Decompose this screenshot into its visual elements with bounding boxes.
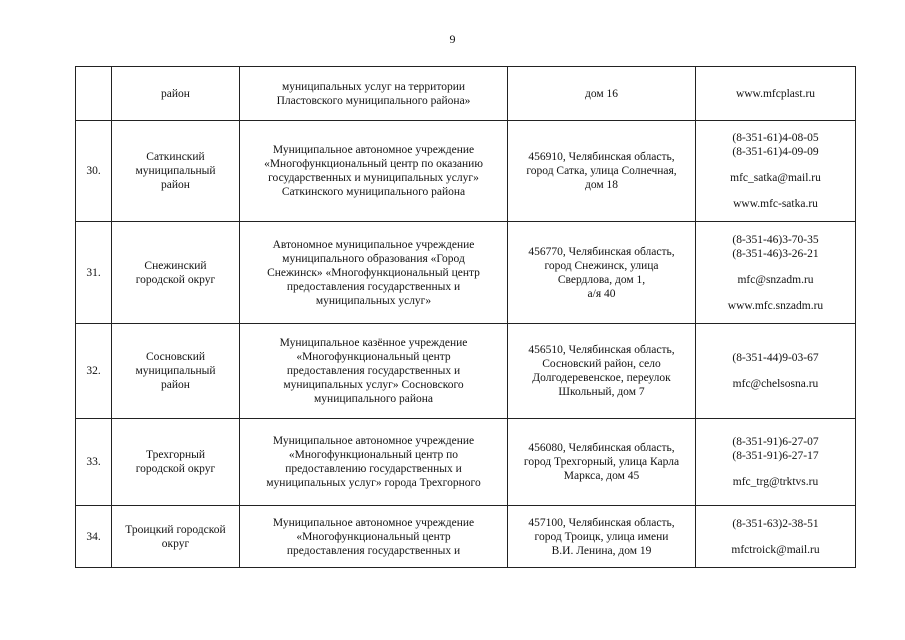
contacts-cell (696, 67, 856, 121)
organization-line: Автономное муниципальное учреждение (272, 238, 475, 251)
email-address: mfc_satka@mail.ru (730, 172, 821, 184)
address-line: Сосновский район, село (542, 358, 661, 370)
email-address: mfc_trg@trktvs.ru (732, 476, 819, 488)
contacts-cell (696, 419, 856, 506)
organization-cell (240, 324, 508, 419)
address-line: дом 18 (584, 179, 619, 191)
row-number-cell (76, 419, 112, 506)
row-number: 32. (86, 365, 101, 377)
district-line: район (161, 87, 190, 100)
organization-line: «Многофункциональный центр (296, 351, 451, 363)
organization-line: Снежинск» «Многофункциональный центр (267, 266, 480, 279)
district-line: городской округ (135, 463, 216, 475)
organization-cell (240, 67, 508, 121)
district-line: муниципальный (135, 365, 216, 377)
address-line: 456510, Челябинская область, (528, 344, 675, 356)
district-line: Троицкий городской (125, 523, 226, 536)
row-number: 31. (86, 266, 101, 279)
phone-number: (8-351-91)6-27-07 (732, 436, 819, 448)
website: www.mfc.snzadm.ru (727, 299, 824, 312)
website: www.mfcplast.ru (735, 87, 816, 100)
phone-number: (8-351-46)3-26-21 (732, 247, 819, 260)
row-number: 34. (86, 530, 101, 543)
organization-line: муниципальных услуг на территории (281, 80, 466, 93)
district-cell (112, 121, 240, 222)
contacts-cell (696, 324, 856, 419)
row-number: 30. (86, 165, 101, 177)
address-cell (508, 324, 696, 419)
mfc-registry-table (75, 66, 856, 568)
organization-cell (240, 419, 508, 506)
organization-line: предоставлению государственных и (285, 463, 462, 475)
phone-number: (8-351-61)4-09-09 (732, 146, 819, 158)
phone-number: (8-351-46)3-70-35 (732, 233, 819, 246)
organization-line: государственных и муниципальных услуг» (268, 172, 479, 184)
district-cell (112, 506, 240, 568)
address-line: Долгодеревенское, переулок (532, 372, 671, 384)
district-line: Саткинский (146, 151, 205, 163)
address-line: 456770, Челябинская область, (528, 245, 675, 258)
organization-line: Муниципальное казённое учреждение (279, 337, 468, 349)
website: www.mfc-satka.ru (733, 198, 818, 210)
district-line: округ (161, 537, 190, 550)
phone-number: (8-351-63)2-38-51 (732, 517, 819, 530)
district-line: городской округ (135, 273, 216, 286)
address-line: город Снежинск, улица (544, 259, 659, 272)
organization-line: Муниципальное автономное учреждение (272, 435, 475, 447)
organization-line: «Многофункциональный центр (296, 530, 451, 543)
organization-line: Пластовского муниципального района» (276, 94, 471, 107)
district-line: Снежинский (144, 259, 207, 272)
contacts-cell (696, 121, 856, 222)
address-line: Маркса, дом 45 (563, 470, 640, 482)
organization-line: Муниципальное автономное учреждение (272, 516, 475, 529)
organization-line: «Многофункциональный центр по (288, 449, 459, 461)
row-number-cell (76, 324, 112, 419)
district-line: район (161, 379, 190, 391)
organization-line: Муниципальное автономное учреждение (272, 144, 475, 156)
district-cell (112, 67, 240, 121)
address-cell (508, 121, 696, 222)
address-line: город Трехгорный, улица Карла (523, 456, 680, 468)
organization-line: Саткинского муниципального района (281, 186, 466, 198)
organization-line: предоставления государственных и (286, 280, 461, 293)
organization-cell (240, 121, 508, 222)
address-line: Школьный, дом 7 (558, 386, 645, 398)
table-row (76, 67, 856, 121)
organization-line: предоставления государственных и (286, 544, 461, 557)
row-number-cell (76, 506, 112, 568)
district-line: Сосновский (145, 351, 206, 363)
district-cell (112, 419, 240, 506)
address-cell (508, 67, 696, 121)
phone-number: (8-351-44)9-03-67 (732, 352, 819, 364)
organization-line: муниципальных услуг» Сосновского (283, 379, 464, 391)
table-row (76, 419, 856, 506)
district-cell (112, 324, 240, 419)
organization-line: муниципального района (314, 393, 433, 405)
contacts-cell (696, 506, 856, 568)
district-line: район (161, 179, 190, 191)
organization-line: муниципального образования «Город (282, 252, 465, 265)
row-number-cell (76, 67, 112, 121)
organization-line: муниципальных услуг» города Трехгорного (266, 477, 481, 489)
address-line: 457100, Челябинская область, (528, 516, 675, 529)
address-line: город Троицк, улица имени (534, 530, 669, 543)
phone-number: (8-351-61)4-08-05 (732, 132, 819, 144)
phone-number: (8-351-91)6-27-17 (732, 450, 819, 462)
row-number: 33. (86, 456, 101, 468)
row-number-cell (76, 222, 112, 324)
email-address: mfctroick@mail.ru (731, 543, 820, 556)
address-cell (508, 222, 696, 324)
district-line: Трехгорный (145, 449, 205, 461)
address-line: В.И. Ленина, дом 19 (551, 544, 652, 557)
organization-cell (240, 506, 508, 568)
table-row (76, 506, 856, 568)
district-cell (112, 222, 240, 324)
email-address: mfc@snzadm.ru (737, 273, 814, 286)
address-cell (508, 419, 696, 506)
address-line: 456910, Челябинская область, (528, 151, 675, 163)
address-line: город Сатка, улица Солнечная, (526, 165, 677, 177)
address-line: дом 16 (584, 87, 619, 100)
organization-cell (240, 222, 508, 324)
organization-line: предоставления государственных и (286, 365, 461, 377)
address-line: Свердлова, дом 1, (557, 273, 646, 286)
address-line: а/я 40 (587, 287, 616, 300)
table-row (76, 121, 856, 222)
email-address: mfc@chelsosna.ru (732, 378, 819, 390)
contacts-cell (696, 222, 856, 324)
table-row (76, 222, 856, 324)
address-line: 456080, Челябинская область, (528, 442, 675, 454)
address-cell (508, 506, 696, 568)
organization-line: «Многофункциональный центр по оказанию (264, 158, 483, 170)
table-row (76, 324, 856, 419)
page-number: 9 (449, 32, 456, 46)
district-line: муниципальный (135, 165, 216, 177)
row-number-cell (76, 121, 112, 222)
organization-line: муниципальных услуг» (315, 294, 432, 307)
